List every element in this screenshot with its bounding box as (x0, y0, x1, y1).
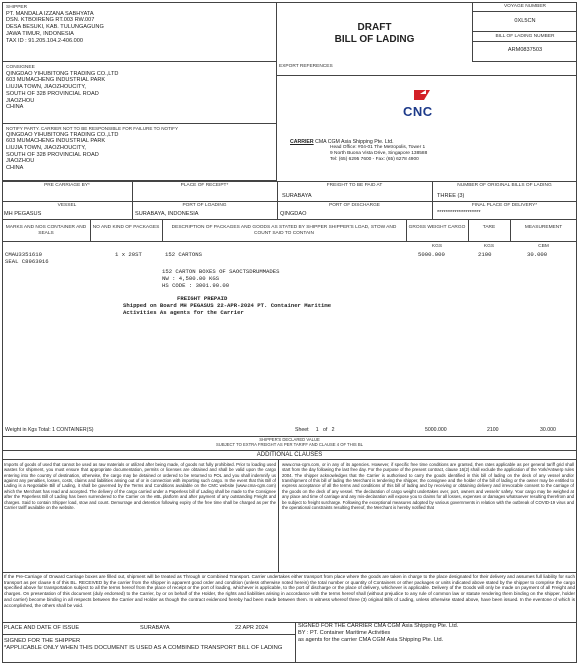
hs-code: HS CODE : 3001.90.00 (162, 282, 230, 289)
shipped-on-board: Shipped on Board MH PEGASUS 22-APR-2024 PT. Container Maritime (123, 302, 332, 309)
shipper-section (2, 2, 277, 62)
divider (406, 220, 407, 242)
document-title (277, 22, 472, 46)
clauses-left-text: Imports of goods of used that cannot be used as raw materials or utilized after being made, of goods not fully prohibited. Prior to loading used wastes for shipment, you must ensure that appropriate documentation, permits or licenses are obtained and shall be valid upon the cargo entering into the country of destination, otherwise, the cargo may be detained or ordered to be returned to POL and you shall indemnify us against any penalties, losses, costs, claims and liabilities arising out of or in connection with importing such cargo. In the event that this Bill of Lading is a Negotiable Bill of Lading, it shall be governed by the Terms and Conditions available on the CMC website (www.cma-cgm.com) which the Merchant has read and accepted. The delivery of the cargo carried under a Paperless bill of Lading shall be made to the Consignee after the Paperless Bill of Lading has been surrendered to the Carrier on the eBL platform and after payment of any outstanding Freight and charges. Said to contain Shipper load, stow and count. Demurrage and detention following expiry of the free time shall be charged as per the Carrier tariff available on the website. (4, 462, 276, 510)
export-references-label: EXPORT REFERENCES (279, 64, 333, 69)
title-draft: DRAFT (357, 22, 392, 33)
export-references (279, 64, 333, 70)
unit-cbm: CBM (538, 244, 549, 249)
freight-paid-value: SURABAYA (282, 193, 312, 199)
carrier-logo (400, 88, 450, 128)
extra-freight-note: SUBJECT TO EXTRA FREIGHT AS PER TARIFF AND CLAUSE 4 OF THIS BL (216, 442, 363, 447)
pre-carriage-label: PRE CARRIAGE BY* (44, 183, 90, 188)
shipper-line: JAWA TIMUR, INDONESIA (6, 30, 74, 37)
divider (277, 75, 577, 76)
clauses-right-text: www.cma-cgm.com, or in any of its agencies. However, if specific free time conditions are granted, then rates applicable as per general tariff grid shall start from the day following the last free day. For the purpose of the present contract, clause 16(2) shall exclude the application of the York/Antwerp rules 2004. The shipper acknowledges that the Carrier is authorised to carry the goods identified in this bill of lading on the deck of any vessel and/or transhipment of this bill of lading the Merchant is tendering the shipper, the consignee and the holder of the bill of lading or the owner may be entitled to express acceptance of all the terms and conditions of this bill of lading and by receiving or obtaining delivery and irrevocable consent to the carriage of the goods on the deck of any vessel. The declaration of cargo weight undertakes over, port, owners and vessels' safety. Your cargo may be weighed at any place and time of carriage and any mis-declaration will expose you to claims for all losses, expenses or damages whatsoever resulting therefrom and be subject to freight surcharge. Following the exceptional measures adopted by various governments in relation with the outbreak of COVID-19 virus and the operational constraints resulting thereof, the Merchant is hereby notified that (282, 462, 574, 510)
consignee-line: LIUJIA TOWN, JIAOZHOUCITY, (6, 84, 86, 91)
title-bill-of-lading: BILL OF LADING (334, 34, 415, 45)
sheet-of: of (323, 427, 328, 433)
port-of-discharge-label: PORT OF DISCHARGE (329, 203, 380, 208)
shipper-line: DSN. KTBOIRENG RT.003 RW.007 (6, 17, 95, 24)
gross-weight-header: GROSS WEIGHT CARGO (408, 225, 466, 230)
divider (295, 622, 296, 663)
freight-prepaid: FREIGHT PREPAID (177, 295, 228, 302)
total-tare: 2100 (487, 427, 499, 433)
divider (90, 220, 91, 242)
agents-line: Activities As agents for the Carrier (123, 309, 244, 316)
divider (2, 634, 295, 635)
shipper-line: DESA BESUKI, KAB. TULUNGAGUNG (6, 24, 104, 31)
port-of-discharge-value: QINGDAO (280, 211, 307, 217)
measurement-value: 30.000 (527, 251, 548, 258)
cartons-count: 152 CARTONS (165, 251, 202, 258)
shipper-label: SHIPPER (6, 5, 28, 10)
consignee-line: CHINA (6, 104, 24, 111)
carrier-address: 9 North Buona Vista Drive, Singapore 138588 (330, 150, 428, 156)
goods-description: 152 CARTON BOXES OF SAOCTSDRUMMADES (162, 268, 280, 275)
additional-clauses-title: ADDITIONAL CLAUSES (2, 450, 577, 460)
reference-numbers (472, 2, 577, 62)
consignee-section (2, 62, 277, 124)
sheet-indicator (295, 427, 335, 433)
signed-shipper-label: SIGNED FOR THE SHIPPER (4, 638, 81, 644)
divider (468, 220, 469, 242)
gross-weight-value: 5000.000 (418, 251, 445, 258)
carrier-label: CARRIER (290, 139, 314, 145)
carrier-tel: Tel: (65) 6295 7600 - Fax: (65) 6278 4900 (330, 156, 419, 162)
divider (162, 220, 163, 242)
sheet-label: Sheet (295, 427, 309, 433)
notify-line: 603 MUMACHENG INDUSTRIAL PARK (6, 138, 106, 145)
tare-value: 2100 (478, 251, 492, 258)
divider (2, 622, 577, 623)
container-qty: 1 x 20ST (115, 251, 142, 258)
carrier-section (290, 139, 470, 162)
notify-line: CHINA (6, 165, 24, 172)
description-header: DESCRIPTION OF PACKAGES AND GOODS AS STATED BY SHIPPER SHIPPER'S LOAD, STOW AND COUNT SAID TO CONTAIN (171, 225, 397, 236)
voyage-value: 0XL5CN (473, 12, 577, 32)
consignee-line: SOUTH OF 328 PROVINCIAL ROAD (6, 90, 99, 97)
divider (278, 460, 279, 572)
vessel-label: VESSEL (57, 203, 77, 208)
declared-value-label: SHIPPER'S DECLARED VALUE (259, 437, 320, 442)
final-delivery-value: ******************** (437, 210, 481, 216)
combined-transport-note: *APPLICABLE ONLY WHEN THIS DOCUMENT IS USED AS A COMBINED TRANSPORT BILL OF LADING (4, 645, 283, 651)
carrier-name: CMA CGM Asia Shipping Pte. Ltd. (315, 139, 394, 145)
signed-carrier: SIGNED FOR THE CARRIER CMA CGM Asia Shipping Pte. Ltd. (298, 623, 459, 629)
original-bills-label: NUMBER OF ORIGINAL BILLS OF LADING (457, 183, 552, 188)
net-weight: NW : 4,500.00 KGS (162, 275, 220, 282)
seal-number: SEAL C8963916 (5, 258, 49, 265)
original-bills-value: THREE (3) (437, 193, 465, 199)
notify-section (2, 124, 277, 181)
tare-header: TARE (482, 225, 496, 230)
consignee-label: CONSIGNEE (6, 65, 35, 70)
container-number: CMAU3351610 (5, 251, 42, 258)
total-gross: 5000.000 (425, 427, 447, 433)
sheet-total: 2 (331, 427, 335, 433)
notify-line: LIUJIA TOWN, JIAOZHOUCITY, (6, 144, 86, 151)
bl-number-value: ARM0837503 (507, 47, 543, 53)
terms-text: If the Pre-Carriage of Onward Carriage boxes are filled out, shipment will be treated as Through or Combined Transport. Carrier undertakes either transport from place where the goods are taken in charge to the place designated for their delivery and assumes full liability for such transport as per clause 6 of this BL. RECEIVED by the carrier from the shipper in apparent good order and condition (unless otherwise noted herein) the total number or quantity of Containers or other packages or units indicated above stated by the shipper to comprise the cargo specified above for transportation subject to all the terms hereof from the place of receipt or the port of loading, whichever is applicable, to the port of discharge or the place of delivery, whichever is applicable. Delivery of the Goods will only be made on payment of all Freight and charges. On presentation of this document (duly endorsed) to the Carrier, by or on behalf of the Holder, the rights and liabilities arising in accordance with the terms hereof shall (without prejudice to any rule of common law or statute rendering them binding on the shipper, holder and carrier) become binding in all respects between the Carrier and Holder as though the contract evidenced hereby had been made between them. In witness whereof three (3) original Bills of Lading, unless otherwise stated above, have been issued. In the eventone of which is accomplished, the others shall be void. (4, 574, 575, 608)
notify-label: NOTIFY PARTY. CARRIER NOT TO BE RESPONSIBLE FOR FAILURE TO NOTIFY (6, 126, 179, 131)
agents-for-carrier: as agents for the carrier CMA CGM Asia Shipping Pte. Ltd. (298, 637, 444, 643)
unit-kgs: KGS (431, 244, 443, 249)
port-of-loading-value: SURABAYA, INDONESIA (135, 211, 199, 217)
port-of-loading-label: PORT OF LOADING (182, 203, 227, 208)
sheet-number: 1 (315, 427, 319, 433)
consignee-line: 603 MUMACHENG INDUSTRIAL PARK (6, 77, 106, 84)
notify-line: QINGDAO YIHUBITONG TRADING CO.,LTD (6, 131, 119, 138)
divider (2, 572, 577, 573)
measurement-header: MEASUREMENT (524, 225, 563, 230)
consignee-line: JIAOZHOU (6, 97, 35, 104)
kind-packages-header: NO AND KIND OF PACKAGES (92, 225, 160, 230)
marks-header: MARKS AND NOS CONTAINER AND SEALS (5, 225, 87, 236)
place-date-label: PLACE AND DATE OF ISSUE (4, 625, 80, 631)
vessel-value: MH PEGASUS (4, 211, 42, 217)
issue-place: SURABAYA (140, 625, 170, 631)
signed-by: BY : PT. Container Maritime Activities (298, 630, 391, 636)
voyage-label: VOYAGE NUMBER (473, 2, 577, 12)
consignee-line: QINGDAO YIHUBITONG TRADING CO.,LTD (6, 70, 119, 77)
issue-date: 22 APR 2024 (235, 625, 268, 631)
notify-line: SOUTH OF 328 PROVINCIAL ROAD (6, 151, 99, 158)
freight-paid-label: FREIGHT TO BE PAID AT (326, 183, 383, 188)
notify-line: JIAOZHOU (6, 158, 35, 165)
carrier-office: Head Office: #04-01 The Metropolis, Tower 1 (330, 145, 426, 151)
bl-number-label: BILL OF LADING NUMBER (473, 32, 577, 42)
divider (510, 220, 511, 242)
place-of-receipt-label: PLACE OF RECEIPT* (180, 183, 229, 188)
final-delivery-label: FINAL PLACE OF DELIVERY* (471, 203, 538, 208)
unit-kgs: KGS (483, 244, 495, 249)
shipper-line: TAX ID : 91.205.104.2-406.000 (6, 37, 84, 44)
total-measurement: 30.000 (540, 427, 556, 433)
logo-text: CNC (403, 104, 433, 119)
shipper-line: PT. MANDALA IZZANA SABHYATA (6, 10, 94, 17)
total-containers: Weight in Kgs Total: 1 CONTAINER(S) (5, 427, 94, 433)
